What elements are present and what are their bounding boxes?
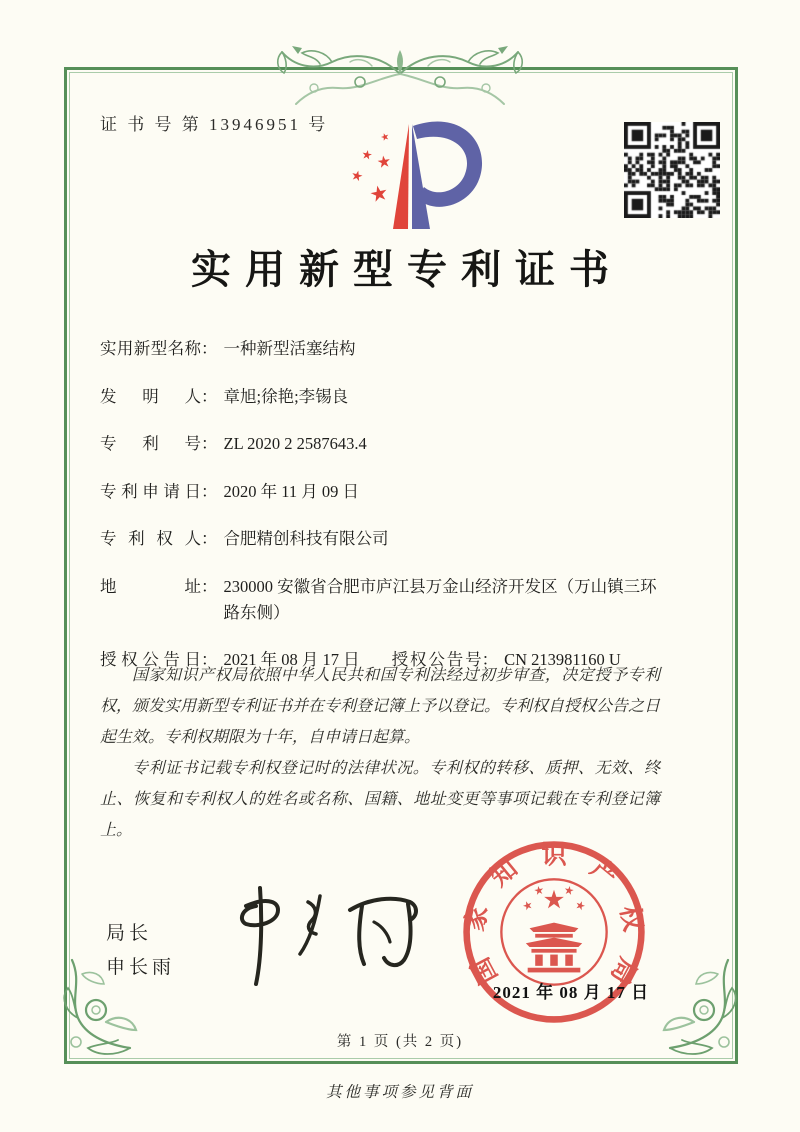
director-role-label: 局长 — [106, 923, 153, 944]
svg-text:产: 产 — [585, 854, 623, 893]
page-number: 第 1 页 (共 2 页) — [336, 1034, 464, 1050]
svg-text:知: 知 — [485, 854, 523, 893]
legal-paragraph-1: 国家知识产权局依照中华人民共和国专利法经过初步审查，决定授予专利权，颁发实用新型专利证书并在专利登记簿上予以登记。专利权自授权公告之日起生效。专利权期限为十年，自申请日起算。 — [100, 667, 661, 746]
field-value: 230000 安徽省合肥市庐江县万金山经济开发区（万山镇三环路东侧） — [223, 576, 657, 622]
field-value: 一种新型活塞结构 — [223, 339, 356, 358]
field-row-utility-model-name — [100, 336, 660, 362]
field-colon: ： — [201, 650, 218, 669]
field-label: 专利申请日 — [100, 481, 201, 501]
field-colon: ： — [481, 650, 499, 669]
field-colon: ： — [201, 434, 218, 453]
seal-date: 2021 年 08 月 17 日 — [492, 983, 650, 1002]
field-colon: ： — [201, 576, 218, 596]
cnipa-logo-icon — [333, 96, 511, 238]
field-row-address — [100, 574, 660, 626]
grant-number-value: CN 213981160 U — [504, 650, 621, 669]
field-value: 合肥精创科技有限公司 — [223, 529, 389, 548]
field-row-filing-date — [100, 479, 660, 505]
see-back-note: 其他事项参见背面 — [325, 1084, 474, 1101]
field-colon: ： — [201, 339, 218, 358]
field-label: 授权公告号 — [391, 650, 482, 669]
field-row-patent-number — [100, 431, 660, 457]
qr-code-icon — [624, 122, 720, 218]
grant-date-value: 2021 年 08 月 17 日 — [223, 650, 360, 669]
svg-text:权: 权 — [614, 903, 648, 934]
legal-paragraph-2: 专利证书记载专利权登记时的法律状况。专利权的转移、质押、无效、终止、恢复和专利权人的姓名或名称、国籍、地址变更等事项记载在专利登记簿上。 — [100, 760, 660, 839]
certificate-fields — [100, 336, 660, 673]
svg-text:家: 家 — [460, 903, 494, 934]
director-signature-icon — [212, 876, 432, 996]
field-value: 2020 年 11 月 09 日 — [223, 481, 360, 501]
field-row-inventors — [100, 384, 660, 410]
field-label: 地址 — [100, 576, 201, 596]
field-colon: ： — [201, 529, 218, 548]
field-label: 发明人 — [100, 386, 201, 406]
field-colon: ： — [201, 481, 218, 501]
field-colon: ： — [201, 386, 218, 406]
director-name-label: 申长雨 — [106, 957, 176, 978]
field-label: 实用新型名称 — [100, 339, 201, 358]
field-value: 章旭;徐艳;李锡良 — [223, 386, 349, 406]
certificate-title: 实用新型专利证书 — [191, 247, 623, 292]
field-value: ZL 2020 2 2587643.4 — [223, 434, 367, 453]
field-row-patentee — [100, 526, 660, 552]
field-label: 专利号 — [100, 434, 201, 453]
field-label: 专利权人 — [100, 529, 201, 548]
svg-text:局: 局 — [604, 952, 642, 989]
certificate-number: 证 书 号 第 13946951 号 — [100, 115, 329, 134]
svg-text:识: 识 — [541, 841, 567, 870]
seal-ring-text — [461, 841, 648, 988]
legal-text-block — [100, 660, 660, 846]
svg-text:国: 国 — [466, 952, 504, 989]
field-label: 授权公告日 — [100, 650, 201, 669]
